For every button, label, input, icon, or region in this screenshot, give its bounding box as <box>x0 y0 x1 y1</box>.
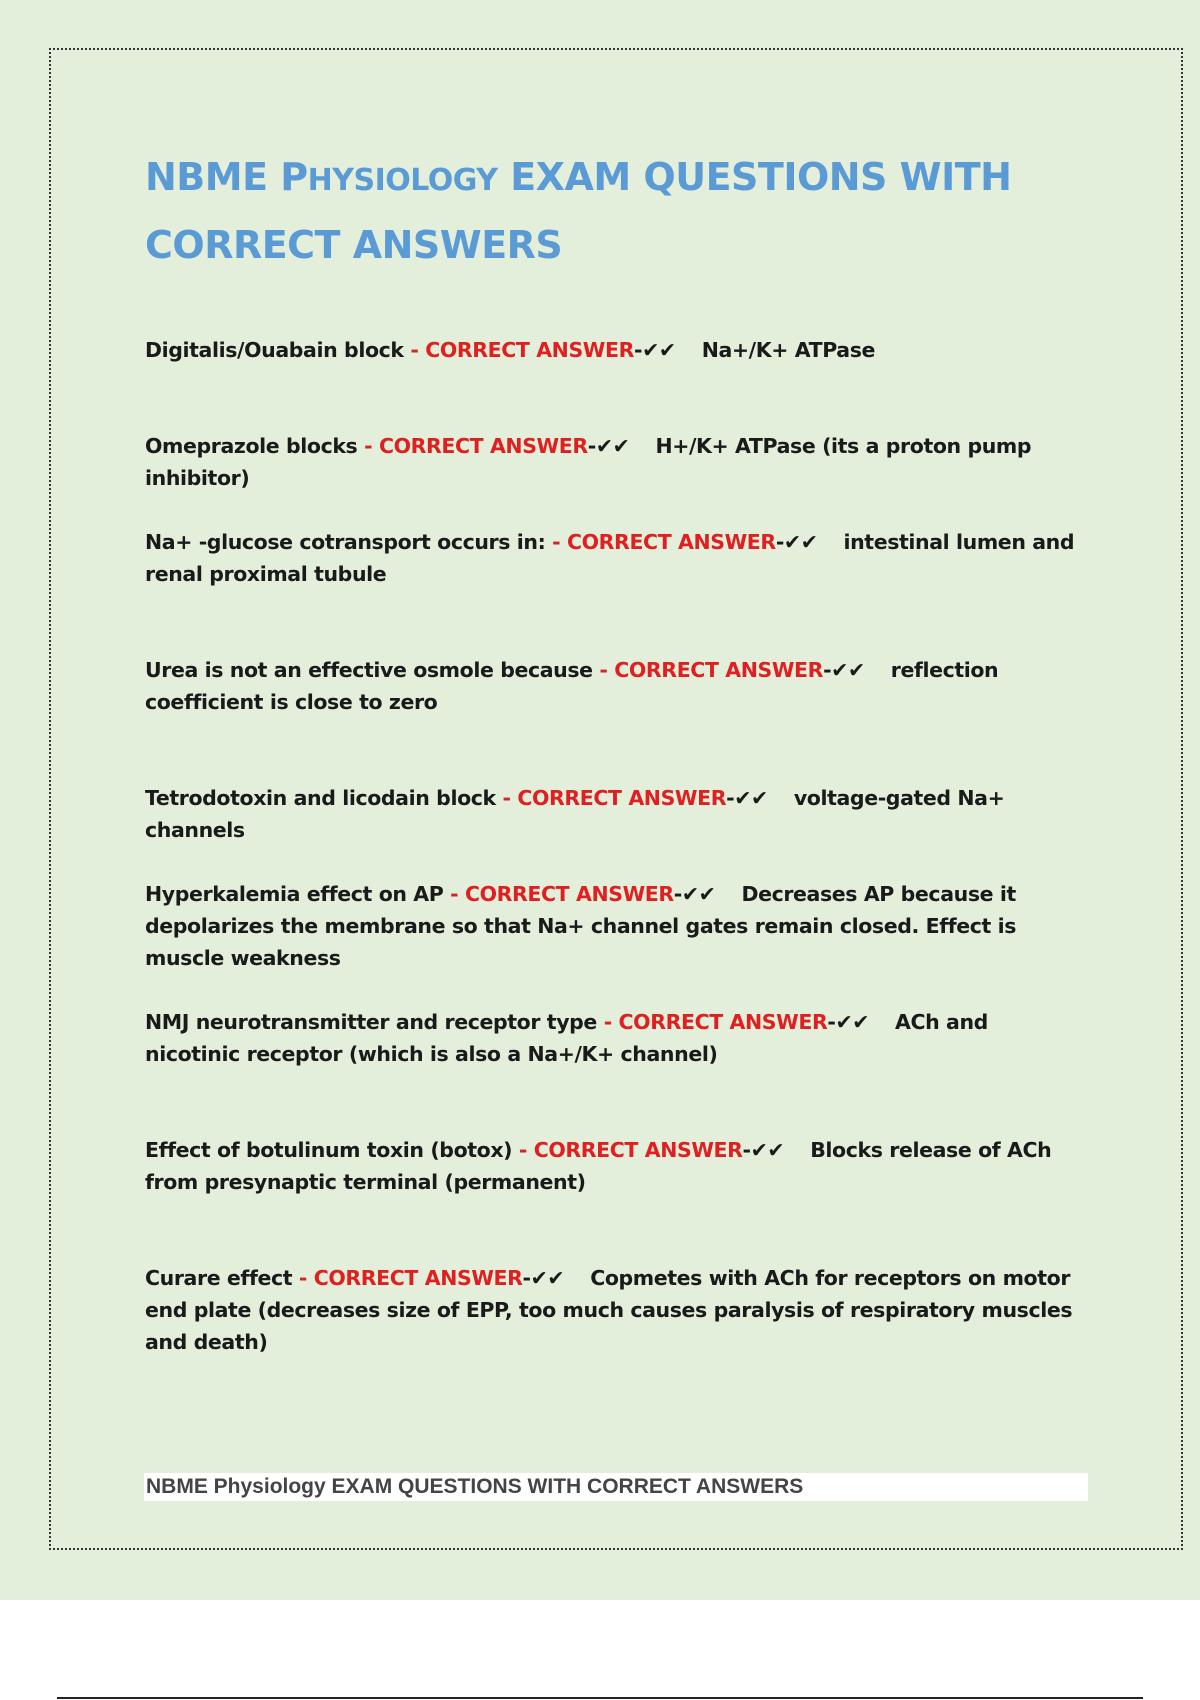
page-title <box>145 145 1085 277</box>
checkmark-icon: -✔✔ <box>673 882 716 906</box>
checkmark-icon: -✔✔ <box>827 1010 870 1034</box>
correct-answer-marker: - CORRECT ANSWER <box>502 786 727 810</box>
checkmark-icon: -✔✔ <box>742 1138 785 1162</box>
checkmark-icon: -✔✔ <box>775 530 818 554</box>
qa-item <box>145 1134 1085 1198</box>
correct-answer-marker: - CORRECT ANSWER <box>603 1010 828 1034</box>
question-text: Hyperkalemia effect on AP <box>145 882 451 906</box>
qa-item <box>145 782 1085 846</box>
title-part-2: HYSIOLOGY <box>307 163 498 198</box>
correct-answer-marker: - CORRECT ANSWER <box>410 338 635 362</box>
question-text: Na+ -glucose cotransport occurs in: <box>145 530 553 554</box>
title-part-1: NBME P <box>145 155 308 199</box>
checkmark-icon: -✔✔ <box>726 786 768 810</box>
answer-text: intestinal lumen and renal proximal tubule <box>145 530 1075 586</box>
qa-item <box>145 1262 1085 1358</box>
page-footer <box>144 1473 1088 1501</box>
answer-text: ACh and nicotinic receptor (which is also a Na+/K+ channel) <box>145 1010 988 1066</box>
question-text: Digitalis/Ouabain block <box>145 338 411 362</box>
correct-answer-marker: - CORRECT ANSWER <box>599 658 824 682</box>
answer-text: Na+/K+ ATPase <box>701 338 876 362</box>
correct-answer-marker: - CORRECT ANSWER <box>298 1266 523 1290</box>
checkmark-icon: -✔✔ <box>522 1266 565 1290</box>
correct-answer-marker: - CORRECT ANSWER <box>518 1138 743 1162</box>
qa-item <box>145 654 1085 718</box>
qa-item <box>145 334 1085 366</box>
question-text: NMJ neurotransmitter and receptor type <box>145 1010 604 1034</box>
answer-text: reflection coefficient is close to zero <box>145 658 999 714</box>
correct-answer-marker: - CORRECT ANSWER <box>450 882 674 906</box>
qa-item <box>145 526 1085 590</box>
answer-text: Decreases AP because it depolarizes the membrane so that Na+ channel gates remain closed. Effect is muscle weakness <box>145 882 1017 970</box>
correct-answer-marker: - CORRECT ANSWER <box>552 530 776 554</box>
qa-item <box>145 430 1085 494</box>
question-text: Tetrodotoxin and licodain block <box>145 786 503 810</box>
answer-text: Blocks release of ACh from presynaptic terminal (permanent) <box>145 1138 1052 1194</box>
page-divider <box>57 1697 1143 1699</box>
checkmark-icon: -✔✔ <box>587 434 630 458</box>
question-text: Curare effect <box>145 1266 299 1290</box>
answer-text: H+/K+ ATPase (its a proton pump inhibitor) <box>145 434 1032 490</box>
answer-text: Copmetes with ACh for receptors on motor end plate (decreases size of EPP, too much causes paralysis of respiratory muscles and death) <box>145 1266 1073 1354</box>
qa-item <box>145 1006 1085 1070</box>
correct-answer-marker: - CORRECT ANSWER <box>364 434 588 458</box>
title-part-3: EXAM QUESTIONS WITH CORRECT ANSWERS <box>145 155 1012 267</box>
question-text: Effect of botulinum toxin (botox) <box>145 1138 519 1162</box>
qa-item <box>145 878 1085 974</box>
answer-text: voltage-gated Na+ channels <box>145 786 1005 842</box>
checkmark-icon: -✔✔ <box>634 338 676 362</box>
footer-title: NBME Physiology EXAM QUESTIONS WITH CORRECT ANSWERS <box>146 1475 804 1498</box>
question-text: Urea is not an effective osmole because <box>145 658 600 682</box>
question-text: Omeprazole blocks <box>145 434 365 458</box>
checkmark-icon: -✔✔ <box>823 658 865 682</box>
